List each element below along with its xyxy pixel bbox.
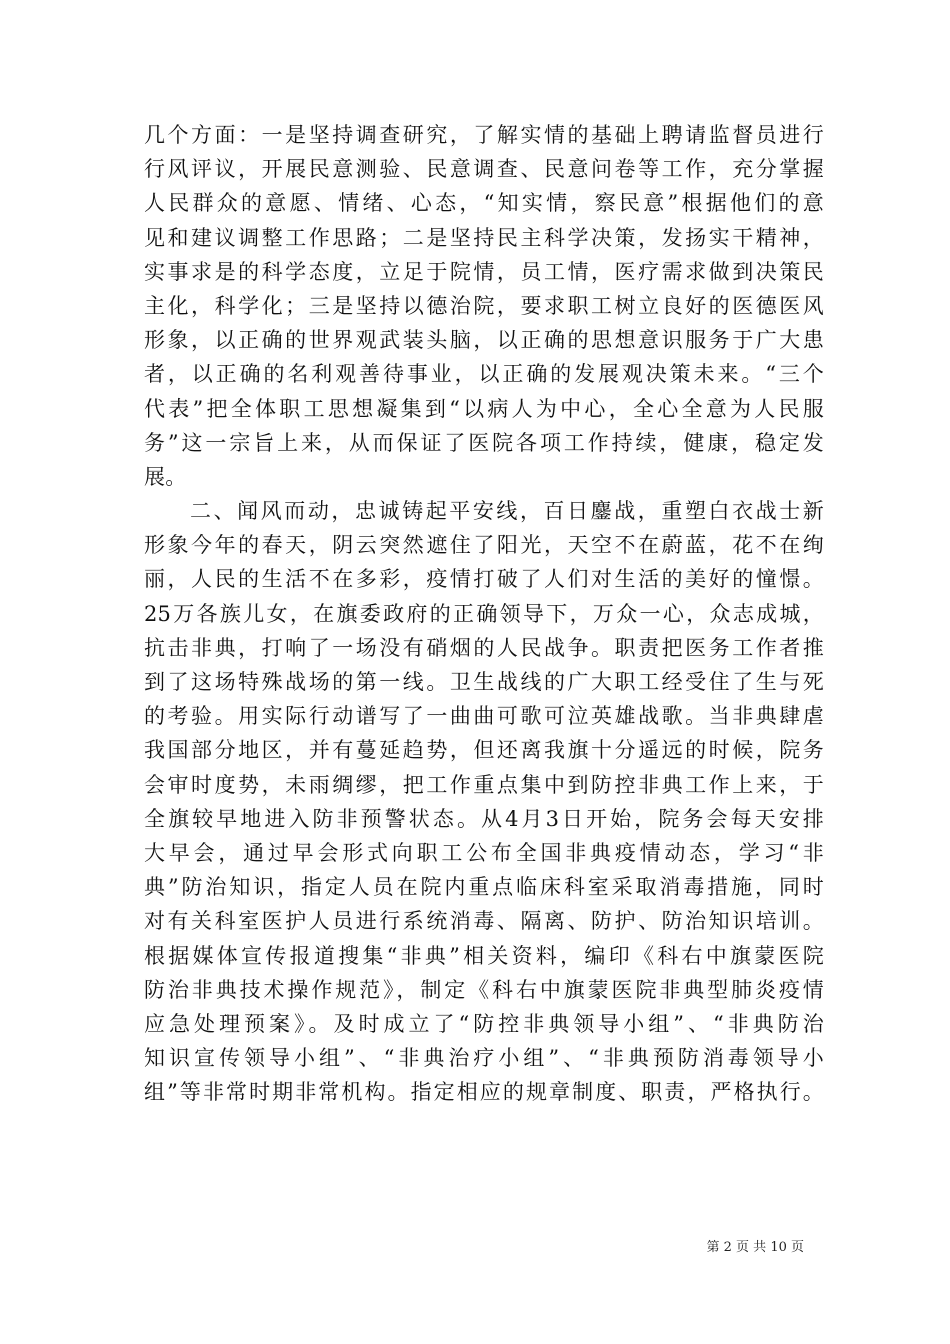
text-line: 根据媒体宣传报道搜集“非典”相关资料，编印《科右中旗蒙医院 — [144, 943, 824, 968]
text-line: 25万各族儿女，在旗委政府的正确领导下，万众一心，众志成城， — [144, 601, 824, 626]
text-line: 行风评议，开展民意测验、民意调查、民意问卷等工作，充分掌握 — [144, 157, 824, 182]
text-line: 防治非典技术操作规范》，制定《科右中旗蒙医院非典型肺炎疫情 — [144, 977, 824, 1002]
text-line: 务”这一宗旨上来，从而保证了医院各项工作持续，健康，稳定发 — [144, 430, 824, 455]
text-line: 全旗较早地进入防非预警状态。从4月3日开始，院务会每天安排 — [144, 806, 824, 831]
text-line: 典”防治知识，指定人员在院内重点临床科室采取消毒措施，同时 — [144, 875, 824, 900]
text-line: 大早会，通过早会形式向职工公布全国非典疫情动态，学习“非 — [144, 840, 824, 865]
paragraph-1 — [144, 118, 824, 494]
text-line: 抗击非典，打响了一场没有硝烟的人民战争。职责把医务工作者推 — [144, 635, 824, 660]
text-line: 代表”把全体职工思想凝集到“以病人为中心，全心全意为人民服 — [144, 396, 824, 421]
text-line: 到了这场特殊战场的第一线。卫生战线的广大职工经受住了生与死 — [144, 670, 824, 694]
text-line: 展。 — [144, 464, 187, 489]
text-line: 主化，科学化；三是坚持以德治院，要求职工树立良好的医德医风 — [144, 293, 824, 318]
paragraph-2 — [144, 494, 824, 1109]
text-line: 组”等非常时期非常机构。指定相应的规章制度、职责，严格执行。 — [144, 1080, 824, 1105]
text-line: 会审时度势，未雨绸缪，把工作重点集中到防控非典工作上来，于 — [144, 772, 824, 797]
text-line: 者，以正确的名利观善待事业，以正确的发展观决策未来。“三个 — [144, 362, 824, 387]
text-line: 人民群众的意愿、情绪、心态，“知实情，察民意”根据他们的意 — [144, 191, 824, 216]
text-line: 知识宣传领导小组”、“非典治疗小组”、“非典预防消毒领导小 — [144, 1046, 824, 1071]
document-body — [144, 118, 824, 1109]
page-number-indicator: 第 2 页 共 10 页 — [706, 1240, 804, 1255]
section-heading-line: 二、闻风而动，忠诚铸起平安线，百日鏖战，重塑白衣战士新 — [190, 499, 824, 524]
text-line: 的考验。用实际行动谱写了一曲曲可歌可泣英雄战歌。当非典肆虐 — [144, 704, 824, 729]
text-line: 几个方面：一是坚持调查研究，了解实情的基础上聘请监督员进行 — [144, 123, 824, 147]
text-line: 实事求是的科学态度，立足于院情，员工情，医疗需求做到决策民 — [144, 259, 824, 284]
text-line: 见和建议调整工作思路；二是坚持民主科学决策，发扬实干精神， — [144, 225, 824, 250]
text-line: 形象今年的春天，阴云突然遮住了阳光，天空不在蔚蓝，花不在绚 — [144, 533, 824, 558]
text-line: 丽，人民的生活不在多彩，疫情打破了人们对生活的美好的憧憬。 — [144, 567, 824, 592]
text-line: 对有关科室医护人员进行系统消毒、隔离、防护、防治知识培训。 — [144, 909, 824, 934]
text-line: 应急处理预案》。及时成立了“防控非典领导小组”、“非典防治 — [144, 1011, 824, 1036]
text-line: 形象，以正确的世界观武装头脑，以正确的思想意识服务于广大患 — [144, 328, 824, 353]
text-line: 我国部分地区，并有蔓延趋势，但还离我旗十分遥远的时候，院务 — [144, 738, 824, 763]
page-footer — [0, 1236, 950, 1255]
